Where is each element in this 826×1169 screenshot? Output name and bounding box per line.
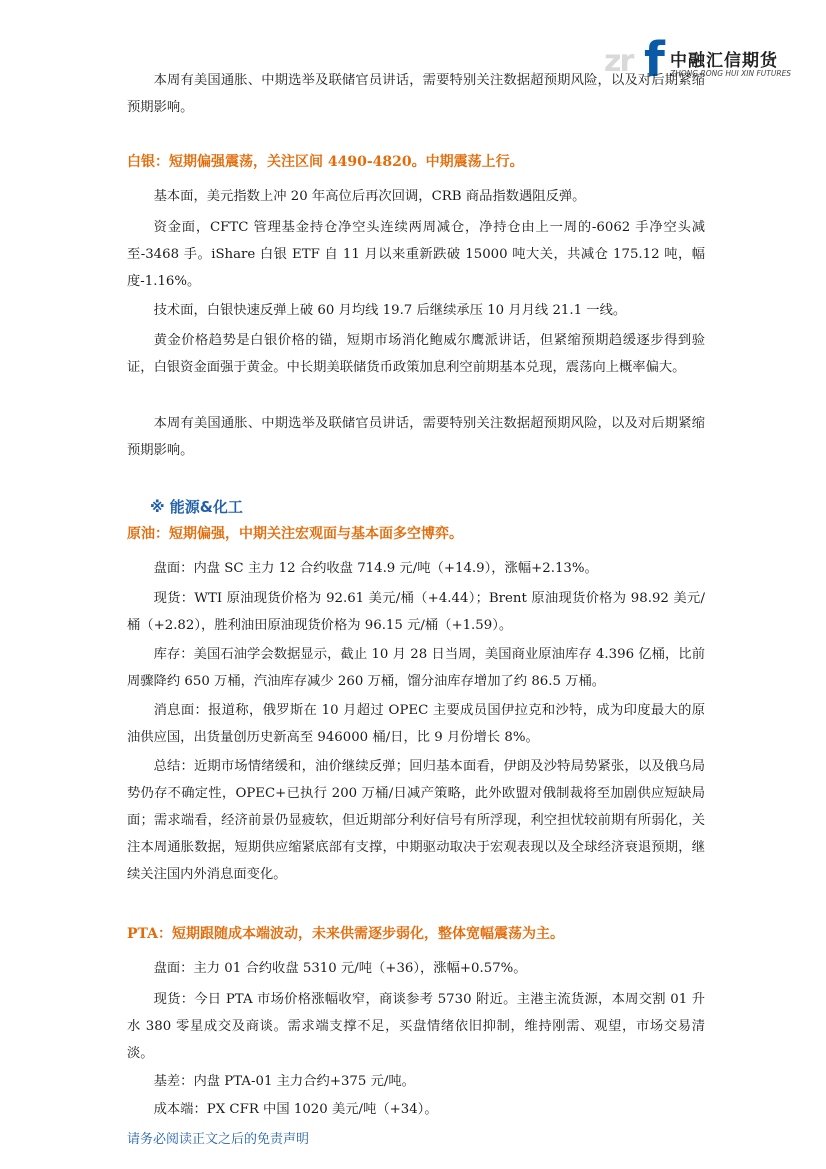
- intro-paragraph: 本周有美国通胀、中期选举及联储官员讲话，需要特别关注数据超预期风险，以及对后期紧缩预期影响。: [127, 73, 705, 115]
- pta-cost: 成本端：PX CFR 中国 1020 美元/吨（+34）。: [153, 1102, 438, 1117]
- crude-inventory: 库存：美国石油学会数据显示，截止 10 月 28 日当周，美国商业原油库存 4.396 亿桶，比前周骤降约 650 万桶，汽油库存减少 260 万桶，馏分油库存增加了约 86.5 万桶。: [127, 647, 705, 689]
- pta-basis: 基差：内盘 PTA-01 主力合约+375 元/吨。: [153, 1074, 415, 1089]
- silver-fundamentals: 基本面，美元指数上冲 20 年高位后再次回调，CRB 商品指数遇阻反弹。: [153, 189, 586, 204]
- crude-news: 消息面：报道称，俄罗斯在 10 月超过 OPEC 主要成员国伊拉克和沙特，成为印度最大的原油供应国，出货量创历史新高至 946000 桶/日，比 9 月份增长 8%。: [127, 703, 705, 745]
- logo-mark: zr: [604, 44, 633, 79]
- crude-heading: 原油：短期偏强，中期关注宏观面与基本面多空博弈。: [127, 526, 463, 542]
- disclaimer-footer: 请务必阅读正文之后的免责声明: [127, 1132, 310, 1147]
- crude-spot: 现货：WTI 原油现货价格为 92.61 美元/桶（+4.44）；Brent 原油现货价格为 98.92 美元/桶（+2.82），胜利油田原油现货价格为 96.15 元/桶（+1.59）。: [127, 591, 705, 633]
- energy-chemical-section-title: ※ 能源&化工: [150, 498, 243, 516]
- logo-company-name: 中融汇信期货: [670, 51, 778, 71]
- crude-market: 盘面：内盘 SC 主力 12 合约收盘 714.9 元/吨（+14.9），涨幅+2.13%。: [153, 561, 598, 576]
- silver-week-outlook: 本周有美国通胀、中期选举及联储官员讲话，需要特别关注数据超预期风险，以及对后期紧缩预期影响。: [127, 416, 705, 458]
- pta-market: 盘面：主力 01 合约收盘 5310 元/吨（+36），涨幅+0.57%。: [153, 961, 527, 976]
- silver-heading: 白银：短期偏强震荡，关注区间 4490-4820。中期震荡上行。: [127, 154, 524, 170]
- crude-summary: 总结：近期市场情绪缓和，油价继续反弹；回归基本面看，伊朗及沙特局势紧张，以及俄乌局势仍存不确定性，OPEC+已执行 200 万桶/日减产策略，此外欧盟对俄制裁将至加剧供应短缺局面；需求端看，经济前景仍显疲软，但近期部分利好信号有所浮现，利空担忧较前期有所弱化，关注本周通胀数据，短期供应缩紧底部有支撑，中期驱动取决于宏观表现以及全球经济衰退预期，继续关注国内外消息面变化。: [127, 759, 705, 882]
- logo-f-icon: f: [644, 32, 665, 88]
- silver-technical: 技术面，白银快速反弹上破 60 月均线 19.7 后继续承压 10 月月线 21.1 一线。: [153, 303, 627, 318]
- pta-spot: 现货：今日 PTA 市场价格涨幅收窄，商谈参考 5730 附近。主港主流货源，本周交割 01 升水 380 零星成交及商谈。需求端支撑不足，买盘情绪依旧抑制，维持刚需、观望，市场交易清淡。: [127, 992, 705, 1061]
- pta-heading: PTA：短期跟随成本端波动，未来供需逐步弱化，整体宽幅震荡为主。: [127, 926, 565, 942]
- silver-capital: 资金面，CFTC 管理基金持仓净空头连续两周减仓，净持仓由上一周的-6062 手净空头减至-3468 手。iShare 白银 ETF 自 11 月以来重新跌破 15000 吨大关，共减仓 175.12 吨，幅度-1.16%。: [127, 220, 705, 289]
- logo-company-english: ZHONG RONG HUI XIN FUTURES: [670, 69, 792, 78]
- silver-gold-anchor: 黄金价格趋势是白银价格的锚，短期市场消化鲍威尔鹰派讲话，但紧缩预期趋缓逐步得到验证，白银资金面强于黄金。中长期美联储货币政策加息利空前期基本兑现，震荡向上概率偏大。: [127, 333, 705, 375]
